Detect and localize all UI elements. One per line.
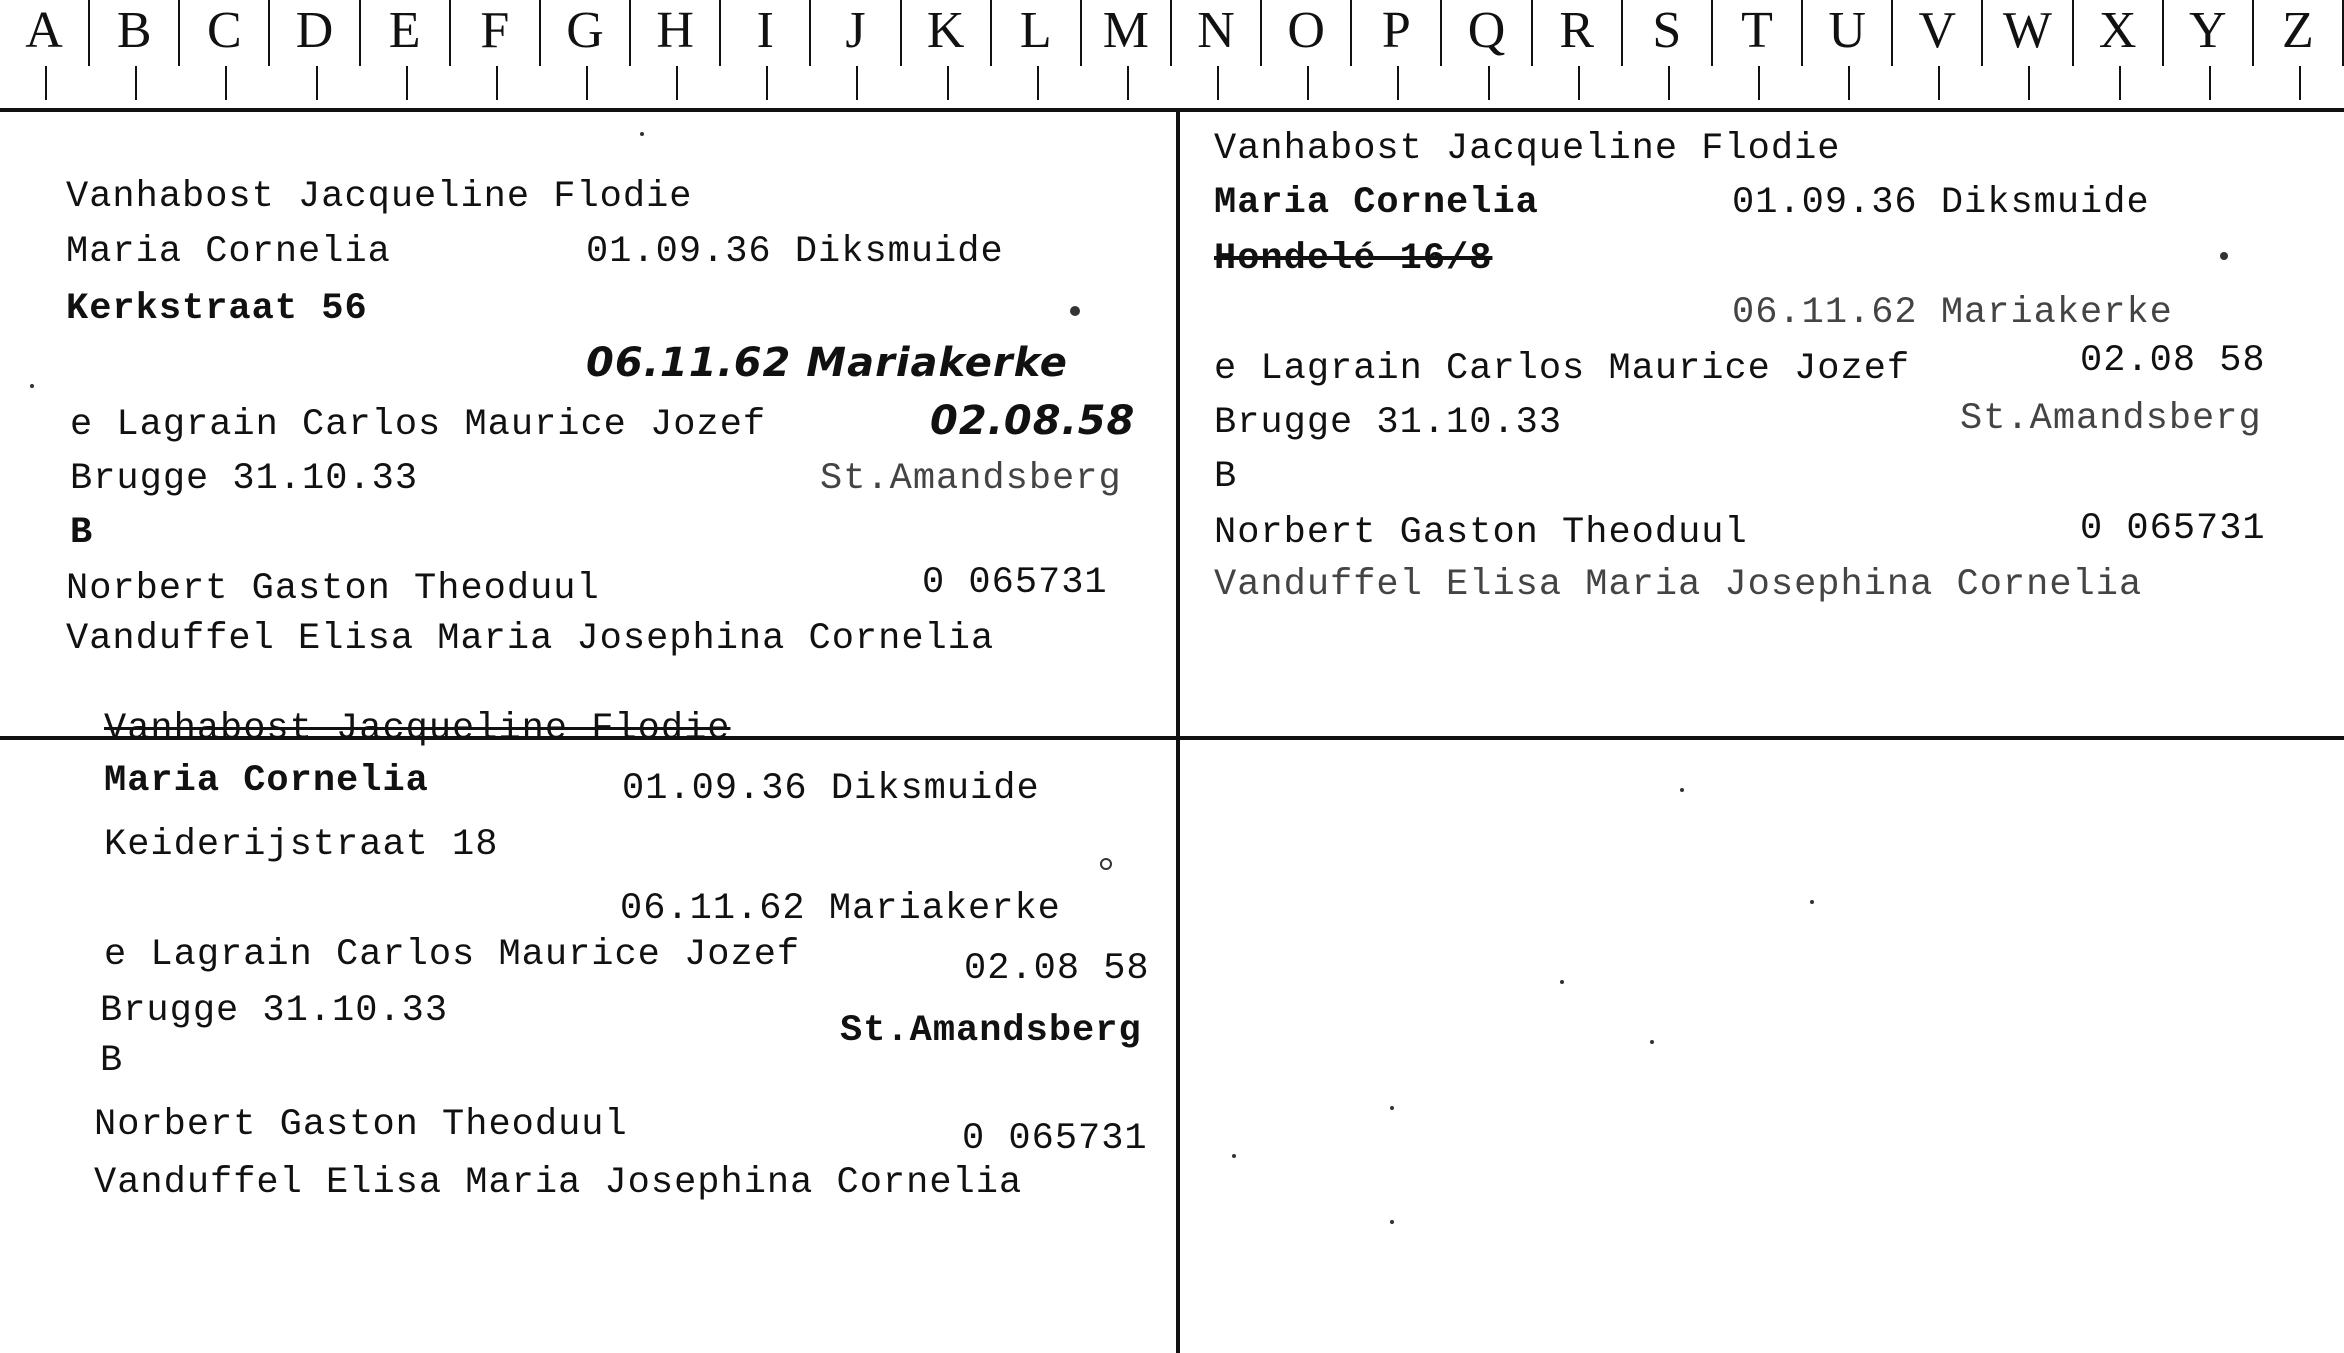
index-letter-h: H (631, 0, 721, 66)
card-given-names: Maria Cornelia (66, 231, 391, 273)
index-letter-s: S (1623, 0, 1713, 66)
index-letter-u: U (1803, 0, 1893, 66)
card-birth: 01.09.36 Diksmuide (586, 231, 1004, 273)
ink-speck (1560, 980, 1564, 984)
card-date-2: 02.08 58 (2080, 340, 2266, 382)
index-tick (1217, 66, 1219, 100)
ink-speck (2220, 252, 2228, 260)
index-letter-q: Q (1442, 0, 1532, 66)
index-letter-y: Y (2164, 0, 2254, 66)
index-tick (676, 66, 678, 100)
card-mother: Vanduffel Elisa Maria Josephina Cornelia (66, 618, 995, 660)
card-spouse-birth: Brugge 31.10.33 (1214, 402, 1563, 444)
index-letter-n: N (1172, 0, 1262, 66)
card-spouse-birth: Brugge 31.10.33 (100, 990, 449, 1032)
ink-speck (1650, 1040, 1654, 1044)
index-letter-d: D (270, 0, 360, 66)
index-letter-i: I (721, 0, 811, 66)
index-letter-g: G (541, 0, 631, 66)
index-letter-p: P (1352, 0, 1442, 66)
card-spouse: e Lagrain Carlos Maurice Jozef (70, 404, 767, 446)
card-number: 0 065731 (922, 562, 1108, 604)
index-letter-f: F (451, 0, 541, 66)
card-code: B (1214, 456, 1238, 498)
card-address-struck: Hondelé 16/8 (1214, 238, 1493, 280)
index-tick (496, 66, 498, 100)
card-place-2: St.Amandsberg (1960, 398, 2262, 440)
index-tick (856, 66, 858, 100)
index-tick (1668, 66, 1670, 100)
index-tick (45, 66, 47, 100)
ink-speck (1100, 858, 1112, 870)
index-tick (1397, 66, 1399, 100)
index-tick (406, 66, 408, 100)
record-card-empty (1180, 740, 2344, 1353)
index-letter-b: B (90, 0, 180, 66)
index-letter-z: Z (2254, 0, 2344, 66)
index-letter-w: W (1983, 0, 2073, 66)
record-card-2 (1180, 112, 2344, 736)
index-letter-v: V (1893, 0, 1983, 66)
index-letter-j: J (811, 0, 901, 66)
card-given-names: Maria Cornelia (1214, 182, 1539, 224)
card-code: B (100, 1040, 124, 1082)
index-tick (1037, 66, 1039, 100)
card-marriage: 06.11.62 Mariakerke (620, 888, 1061, 930)
card-birth: 01.09.36 Diksmuide (1732, 182, 2150, 224)
ink-speck (1680, 788, 1684, 792)
card-spouse: e Lagrain Carlos Maurice Jozef (1214, 348, 1911, 390)
index-letter-a: A (0, 0, 90, 66)
index-tick (2119, 66, 2121, 100)
index-letter-l: L (992, 0, 1082, 66)
index-tick (2299, 66, 2301, 100)
card-marriage: 06.11.62 Mariakerke (586, 340, 1068, 386)
record-card-1 (0, 112, 1176, 736)
card-place-2: St.Amandsberg (840, 1010, 1142, 1052)
index-tick (1307, 66, 1309, 100)
card-marriage: 06.11.62 Mariakerke (1732, 292, 2173, 334)
index-tick (2209, 66, 2211, 100)
card-name-line: Vanhabost Jacqueline Flodie (104, 708, 731, 750)
card-father: Norbert Gaston Theoduul (66, 568, 600, 610)
index-letter-x: X (2074, 0, 2164, 66)
card-code: B (70, 512, 94, 554)
index-letter-o: O (1262, 0, 1352, 66)
index-tick (766, 66, 768, 100)
card-place-2: St.Amandsberg (820, 458, 1122, 500)
index-letter-r: R (1533, 0, 1623, 66)
index-letter-t: T (1713, 0, 1803, 66)
ink-speck (1810, 900, 1814, 904)
ink-speck (30, 384, 34, 388)
index-tick (2028, 66, 2030, 100)
ink-speck (1390, 1220, 1394, 1224)
index-tick (1578, 66, 1580, 100)
card-father: Norbert Gaston Theoduul (1214, 512, 1748, 554)
alphabet-index-strip (0, 0, 2344, 110)
index-letter-m: M (1082, 0, 1172, 66)
card-given-names: Maria Cornelia (104, 760, 429, 802)
index-tick (1848, 66, 1850, 100)
card-number: 0 065731 (962, 1118, 1148, 1160)
index-tick (1488, 66, 1490, 100)
index-letter-e: E (361, 0, 451, 66)
ink-speck (1070, 306, 1080, 316)
card-address: Keiderijstraat 18 (104, 824, 499, 866)
card-name-line: Vanhabost Jacqueline Flodie (66, 176, 693, 218)
index-tick (225, 66, 227, 100)
card-spouse-birth: Brugge 31.10.33 (70, 458, 419, 500)
index-tick (1127, 66, 1129, 100)
card-address: Kerkstraat 56 (66, 288, 368, 330)
card-date-2: 02.08 58 (964, 948, 1150, 990)
index-letter-k: K (902, 0, 992, 66)
ink-speck (1390, 1106, 1394, 1110)
card-father: Norbert Gaston Theoduul (94, 1104, 628, 1146)
card-date-2: 02.08.58 (930, 398, 1136, 444)
card-name-line: Vanhabost Jacqueline Flodie (1214, 128, 1841, 170)
index-tick (1758, 66, 1760, 100)
card-mother: Vanduffel Elisa Maria Josephina Cornelia (94, 1162, 1023, 1204)
index-tick (316, 66, 318, 100)
index-tick (135, 66, 137, 100)
card-birth: 01.09.36 Diksmuide (622, 768, 1040, 810)
index-letter-c: C (180, 0, 270, 66)
card-mother: Vanduffel Elisa Maria Josephina Cornelia (1214, 564, 2143, 606)
card-spouse: e Lagrain Carlos Maurice Jozef (104, 934, 801, 976)
ink-speck (640, 132, 644, 136)
index-tick (1938, 66, 1940, 100)
ink-speck (1232, 1154, 1236, 1158)
index-tick (586, 66, 588, 100)
record-card-3 (0, 708, 1176, 1353)
index-tick (947, 66, 949, 100)
card-number: 0 065731 (2080, 508, 2266, 550)
